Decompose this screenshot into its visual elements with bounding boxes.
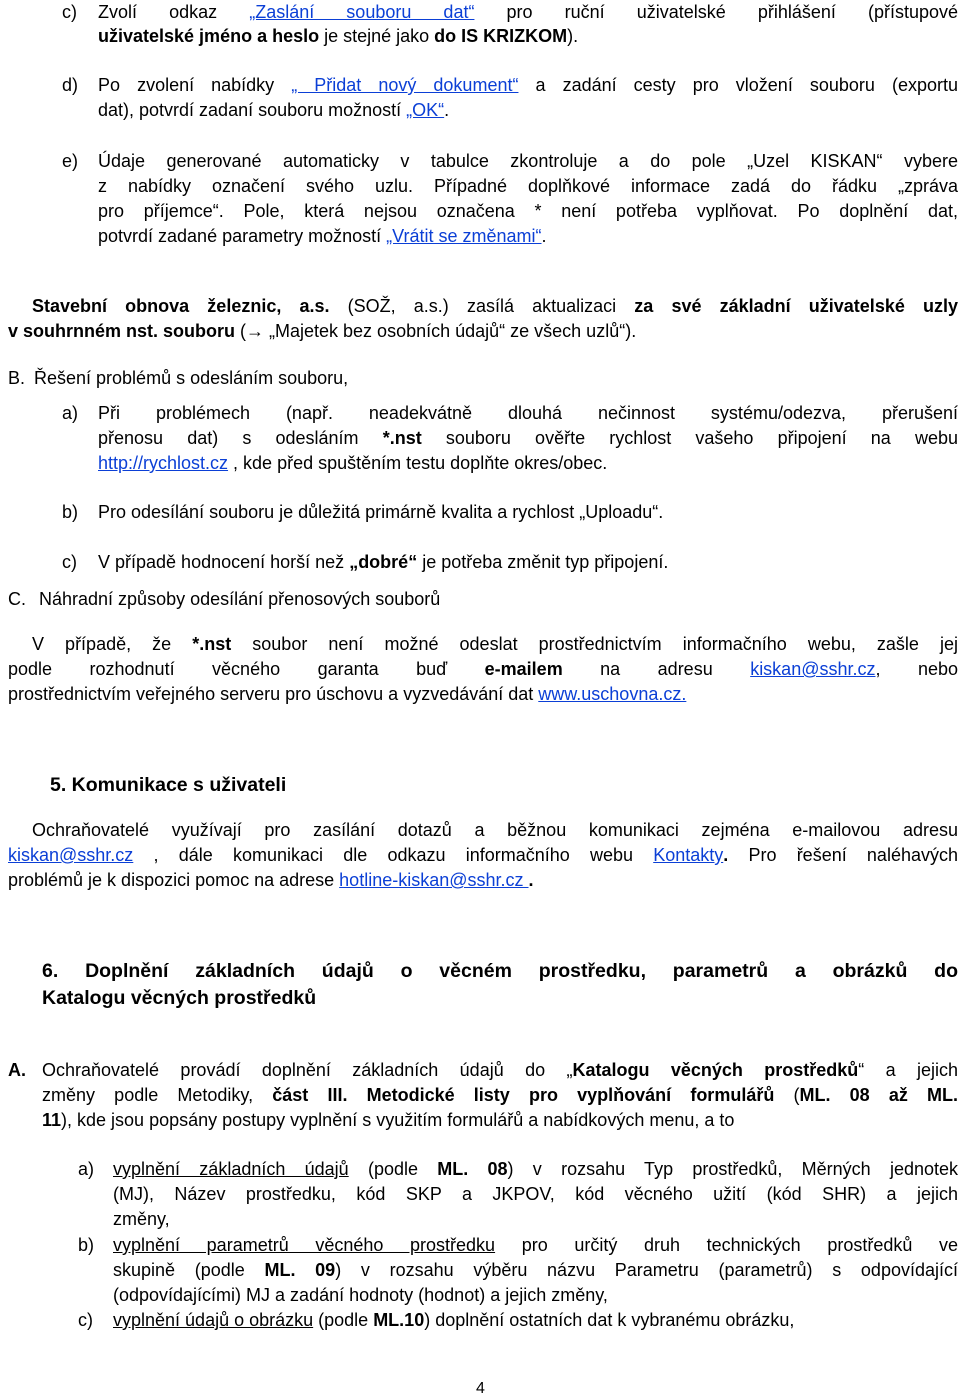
- vratit-se-zmenami-link[interactable]: „Vrátit se změnami“: [386, 226, 542, 246]
- sos-line-1: Stavební obnova železnic, a.s. (SOŽ, a.s.) zasílá aktualizaci za své základní uživatelské uzly: [32, 296, 958, 316]
- section-6-title-line-2: Katalogu věcných prostředků: [42, 987, 317, 1009]
- rychlost-link[interactable]: http://rychlost.cz: [98, 453, 229, 473]
- section-6-item-b-label: b): [78, 1235, 95, 1255]
- section-6-item-c-line-1: vyplnění údajů o obrázku (podle ML.10) doplnění ostatních dat k vybranému obrázku,: [113, 1310, 795, 1330]
- section-6-title-line-1: 6. Doplnění základních údajů o věcném prostředku, parametrů a obrázků do: [42, 960, 958, 982]
- section-b-title: Řešení problémů s odesláním souboru,: [34, 368, 349, 388]
- section-6-item-c-label: c): [78, 1310, 93, 1330]
- section-c-line-2: podle rozhodnutí věcného garanta buď e-mailem na adresu kiskan@sshr.cz, nebo: [8, 659, 959, 679]
- section-c-title: Náhradní způsoby odesílání přenosových souborů: [39, 589, 441, 609]
- item-c-line-2: uživatelské jméno a heslo je stejné jako do IS KRIZKOM).: [98, 26, 579, 46]
- section-6-item-a-label: a): [78, 1159, 95, 1179]
- section-b-item-a-label: a): [62, 403, 79, 423]
- section-5-line-3: problémů je k dispozici pomoc na adrese hotline-kiskan@sshr.cz .: [8, 870, 534, 890]
- item-e-label: e): [62, 151, 79, 171]
- section-b-item-a-line-2: přenosu dat) s odesláním *.nst souboru ověřte rychlost vašeho připojení na webu: [98, 428, 958, 448]
- section-b-item-a-line-1: Při problémech (např. neadekvátně dlouhá nečinnost systému/odezva, přerušení: [98, 403, 958, 423]
- section-c-line-3: prostřednictvím veřejného serveru pro úschovu a vyzvedávání dat www.uschovna.cz.: [8, 684, 687, 704]
- section-5-line-2: kiskan@sshr.cz , dále komunikaci dle odkazu informačního webu Kontakty. Pro řešení naléhavých: [8, 845, 958, 865]
- section-6-item-a-line-1: vyplnění základních údajů (podle ML. 08) v rozsahu Typ prostředků, Měrných jednotek: [113, 1159, 959, 1179]
- section-b-item-c-label: c): [62, 552, 77, 572]
- section-c-label: C.: [8, 589, 26, 609]
- section-b-item-c-line: V případě hodnocení horší než „dobré“ je potřeba změnit typ připojení.: [98, 552, 669, 572]
- section-6-a-line-1: Ochraňovatelé provádí doplnění základních údajů do „Katalogu věcných prostředků“ a jejich: [42, 1060, 958, 1080]
- item-d-line-2: dat), potvrdí zadaní souboru možností „OK“.: [98, 100, 450, 120]
- kontakty-link[interactable]: Kontakty: [653, 845, 724, 865]
- item-d-label: d): [62, 75, 79, 95]
- page-number: 4: [476, 1380, 485, 1397]
- section-6-a-line-3: 11), kde jsou popsány postupy vyplnění s využitím formulářů a nabídkových menu, a to: [42, 1110, 735, 1130]
- section-6-item-a-line-2: (MJ), Název prostředku, kód SKP a JKPOV, kód věcného užití (kód SHR) a jejich: [113, 1184, 958, 1204]
- section-6-item-a-line-3: změny,: [113, 1209, 170, 1229]
- section-b-item-b-line: Pro odesílání souboru je důležitá primárně kvalita a rychlost „Uploadu“.: [98, 502, 664, 522]
- section-c-line-1: V případě, že *.nst soubor není možné odeslat prostřednictvím informačního webu, zašle jej: [32, 634, 958, 654]
- item-c-line-1: Zvolí odkaz „Zaslání souboru dat“ pro ruční uživatelské přihlášení (přístupové: [98, 2, 959, 22]
- zaslani-souboru-link[interactable]: „Zaslání souboru dat“: [249, 2, 475, 22]
- section-6-item-b-line-1: vyplnění parametrů věcného prostředku pro určitý druh technických prostředků ve: [113, 1235, 958, 1255]
- item-e-line-2: z nabídky označení svého uzlu. Případné doplňkové informace zadá do řádku „zpráva: [98, 176, 958, 196]
- ok-link[interactable]: „OK“: [406, 100, 445, 120]
- item-d-line-1: Po zvolení nabídky „ Přidat nový dokument“ a zadání cesty pro vložení souboru (exportu: [98, 75, 958, 95]
- kiskan-email-link[interactable]: kiskan@sshr.cz: [750, 659, 876, 679]
- pridat-dokument-link[interactable]: „ Přidat nový dokument“: [291, 75, 519, 95]
- section-b-label: B.: [8, 368, 26, 388]
- hotline-link[interactable]: hotline-kiskan@sshr.cz: [339, 870, 529, 890]
- section-6-item-b-line-2: skupině (podle ML. 09) v rozsahu výběru názvu Parametru (parametrů) s odpovídající: [113, 1260, 958, 1280]
- sos-line-2: v souhrnném nst. souboru (→ „Majetek bez osobních údajů“ ze všech uzlů“).: [8, 321, 637, 341]
- kiskan-email-link-2[interactable]: kiskan@sshr.cz: [8, 845, 134, 865]
- item-e-line-3: pro příjemce“. Pole, která nejsou označena * není potřeba vyplňovat. Po doplnění dat,: [98, 201, 958, 221]
- item-e-line-1: Údaje generované automaticky v tabulce zkontroluje a do pole „Uzel KISKAN“ vybere: [98, 151, 958, 171]
- section-6-item-b-line-3: (odpovídajícími) MJ a zadání hodnoty (hodnot) a jejich změny,: [113, 1285, 608, 1305]
- section-5-line-1: Ochraňovatelé využívají pro zasílání dotazů a běžnou komunikaci zejména e-mailovou adresu: [32, 820, 958, 840]
- uschovna-link[interactable]: www.uschovna.cz.: [538, 684, 687, 704]
- item-e-line-4: potvrdí zadané parametry možností „Vrátit se změnami“.: [98, 226, 547, 246]
- section-6-a-line-2: změny podle Metodiky, část III. Metodické listy pro vyplňování formulářů (ML. 08 až ML.: [42, 1085, 959, 1105]
- section-5-title: 5. Komunikace s uživateli: [50, 774, 287, 796]
- section-6-a-label: A.: [8, 1060, 26, 1080]
- item-c-label: c): [62, 2, 77, 22]
- section-b-item-a-line-3: http://rychlost.cz , kde před spuštěním testu doplňte okres/obec.: [98, 453, 608, 473]
- section-b-item-b-label: b): [62, 502, 79, 522]
